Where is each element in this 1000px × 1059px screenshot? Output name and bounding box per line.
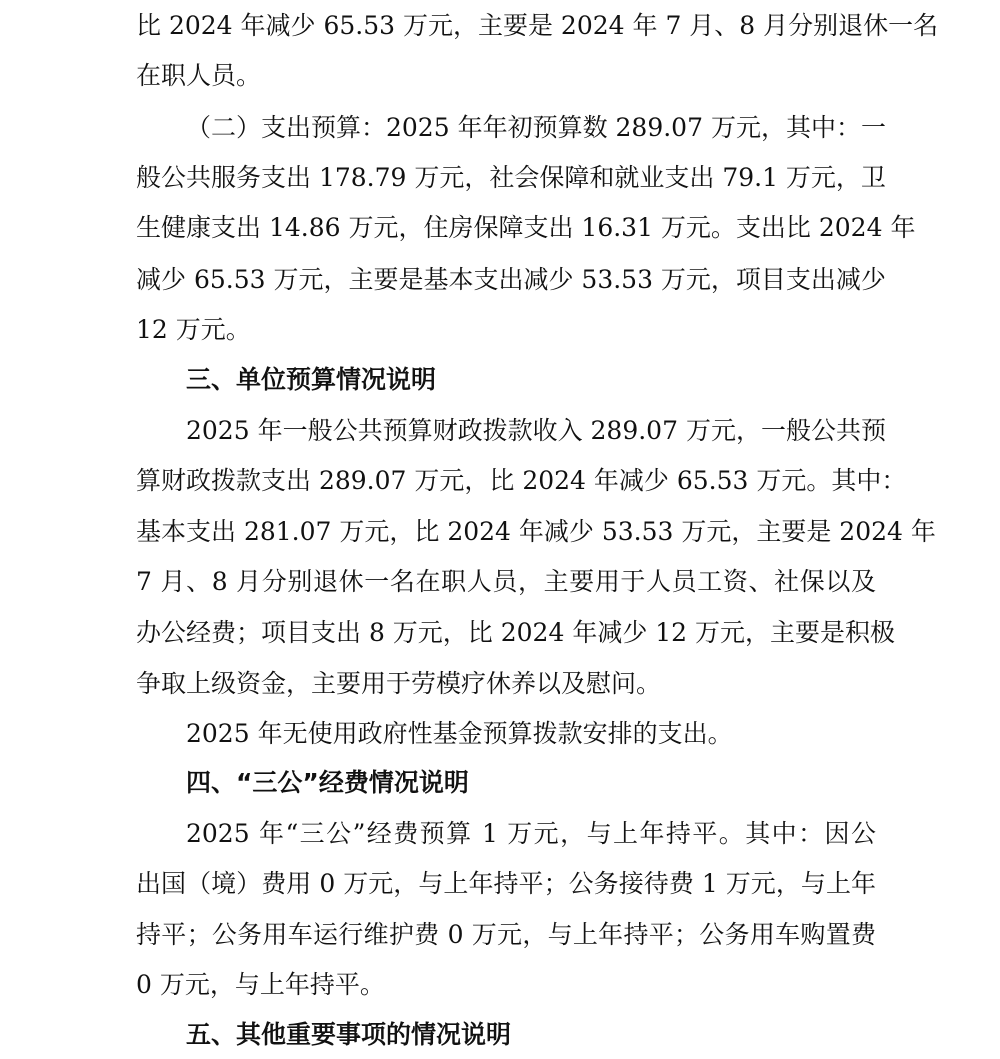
- section-heading-4: 四、“三公”经费情况说明: [186, 768, 469, 797]
- text-line: 0 万元，与上年持平。: [136, 970, 385, 999]
- text-line: 2025 年“三公”经费预算 1 万元，与上年持平。其中：因公: [186, 819, 876, 848]
- text-line: 7 月、8 月分别退休一名在职人员，主要用于人员工资、社保以及: [136, 567, 876, 596]
- text-line: （二）支出预算：2025 年年初预算数 289.07 万元，其中：一: [186, 113, 886, 142]
- text-line: 般公共服务支出 178.79 万元，社会保障和就业支出 79.1 万元，卫: [136, 163, 886, 192]
- text-line: 12 万元。: [136, 315, 251, 344]
- section-heading-5: 五、其他重要事项的情况说明: [186, 1020, 512, 1049]
- text-line: 2025 年无使用政府性基金预算拨款安排的支出。: [186, 719, 733, 748]
- text-line: 减少 65.53 万元，主要是基本支出减少 53.53 万元，项目支出减少: [136, 265, 886, 294]
- text-line: 出国（境）费用 0 万元，与上年持平；公务接待费 1 万元，与上年: [136, 869, 876, 898]
- text-line: 办公经费；项目支出 8 万元，比 2024 年减少 12 万元，主要是积极: [136, 618, 896, 647]
- text-line: 在职人员。: [136, 61, 262, 90]
- text-line: 算财政拨款支出 289.07 万元，比 2024 年减少 65.53 万元。其中：: [136, 466, 907, 495]
- text-line: 生健康支出 14.86 万元，住房保障支出 16.31 万元。支出比 2024 年: [136, 213, 916, 242]
- text-line: 2025 年一般公共预算财政拨款收入 289.07 万元，一般公共预: [186, 416, 886, 445]
- text-line: 基本支出 281.07 万元，比 2024 年减少 53.53 万元，主要是 2024 年: [136, 517, 936, 546]
- text-line: 争取上级资金，主要用于劳模疗休养以及慰问。: [136, 669, 662, 698]
- text-line: 持平；公务用车运行维护费 0 万元，与上年持平；公务用车购置费: [136, 920, 876, 949]
- text-line: 比 2024 年减少 65.53 万元，主要是 2024 年 7 月、8 月分别退休一名: [136, 11, 939, 40]
- section-heading-3: 三、单位预算情况说明: [186, 365, 437, 394]
